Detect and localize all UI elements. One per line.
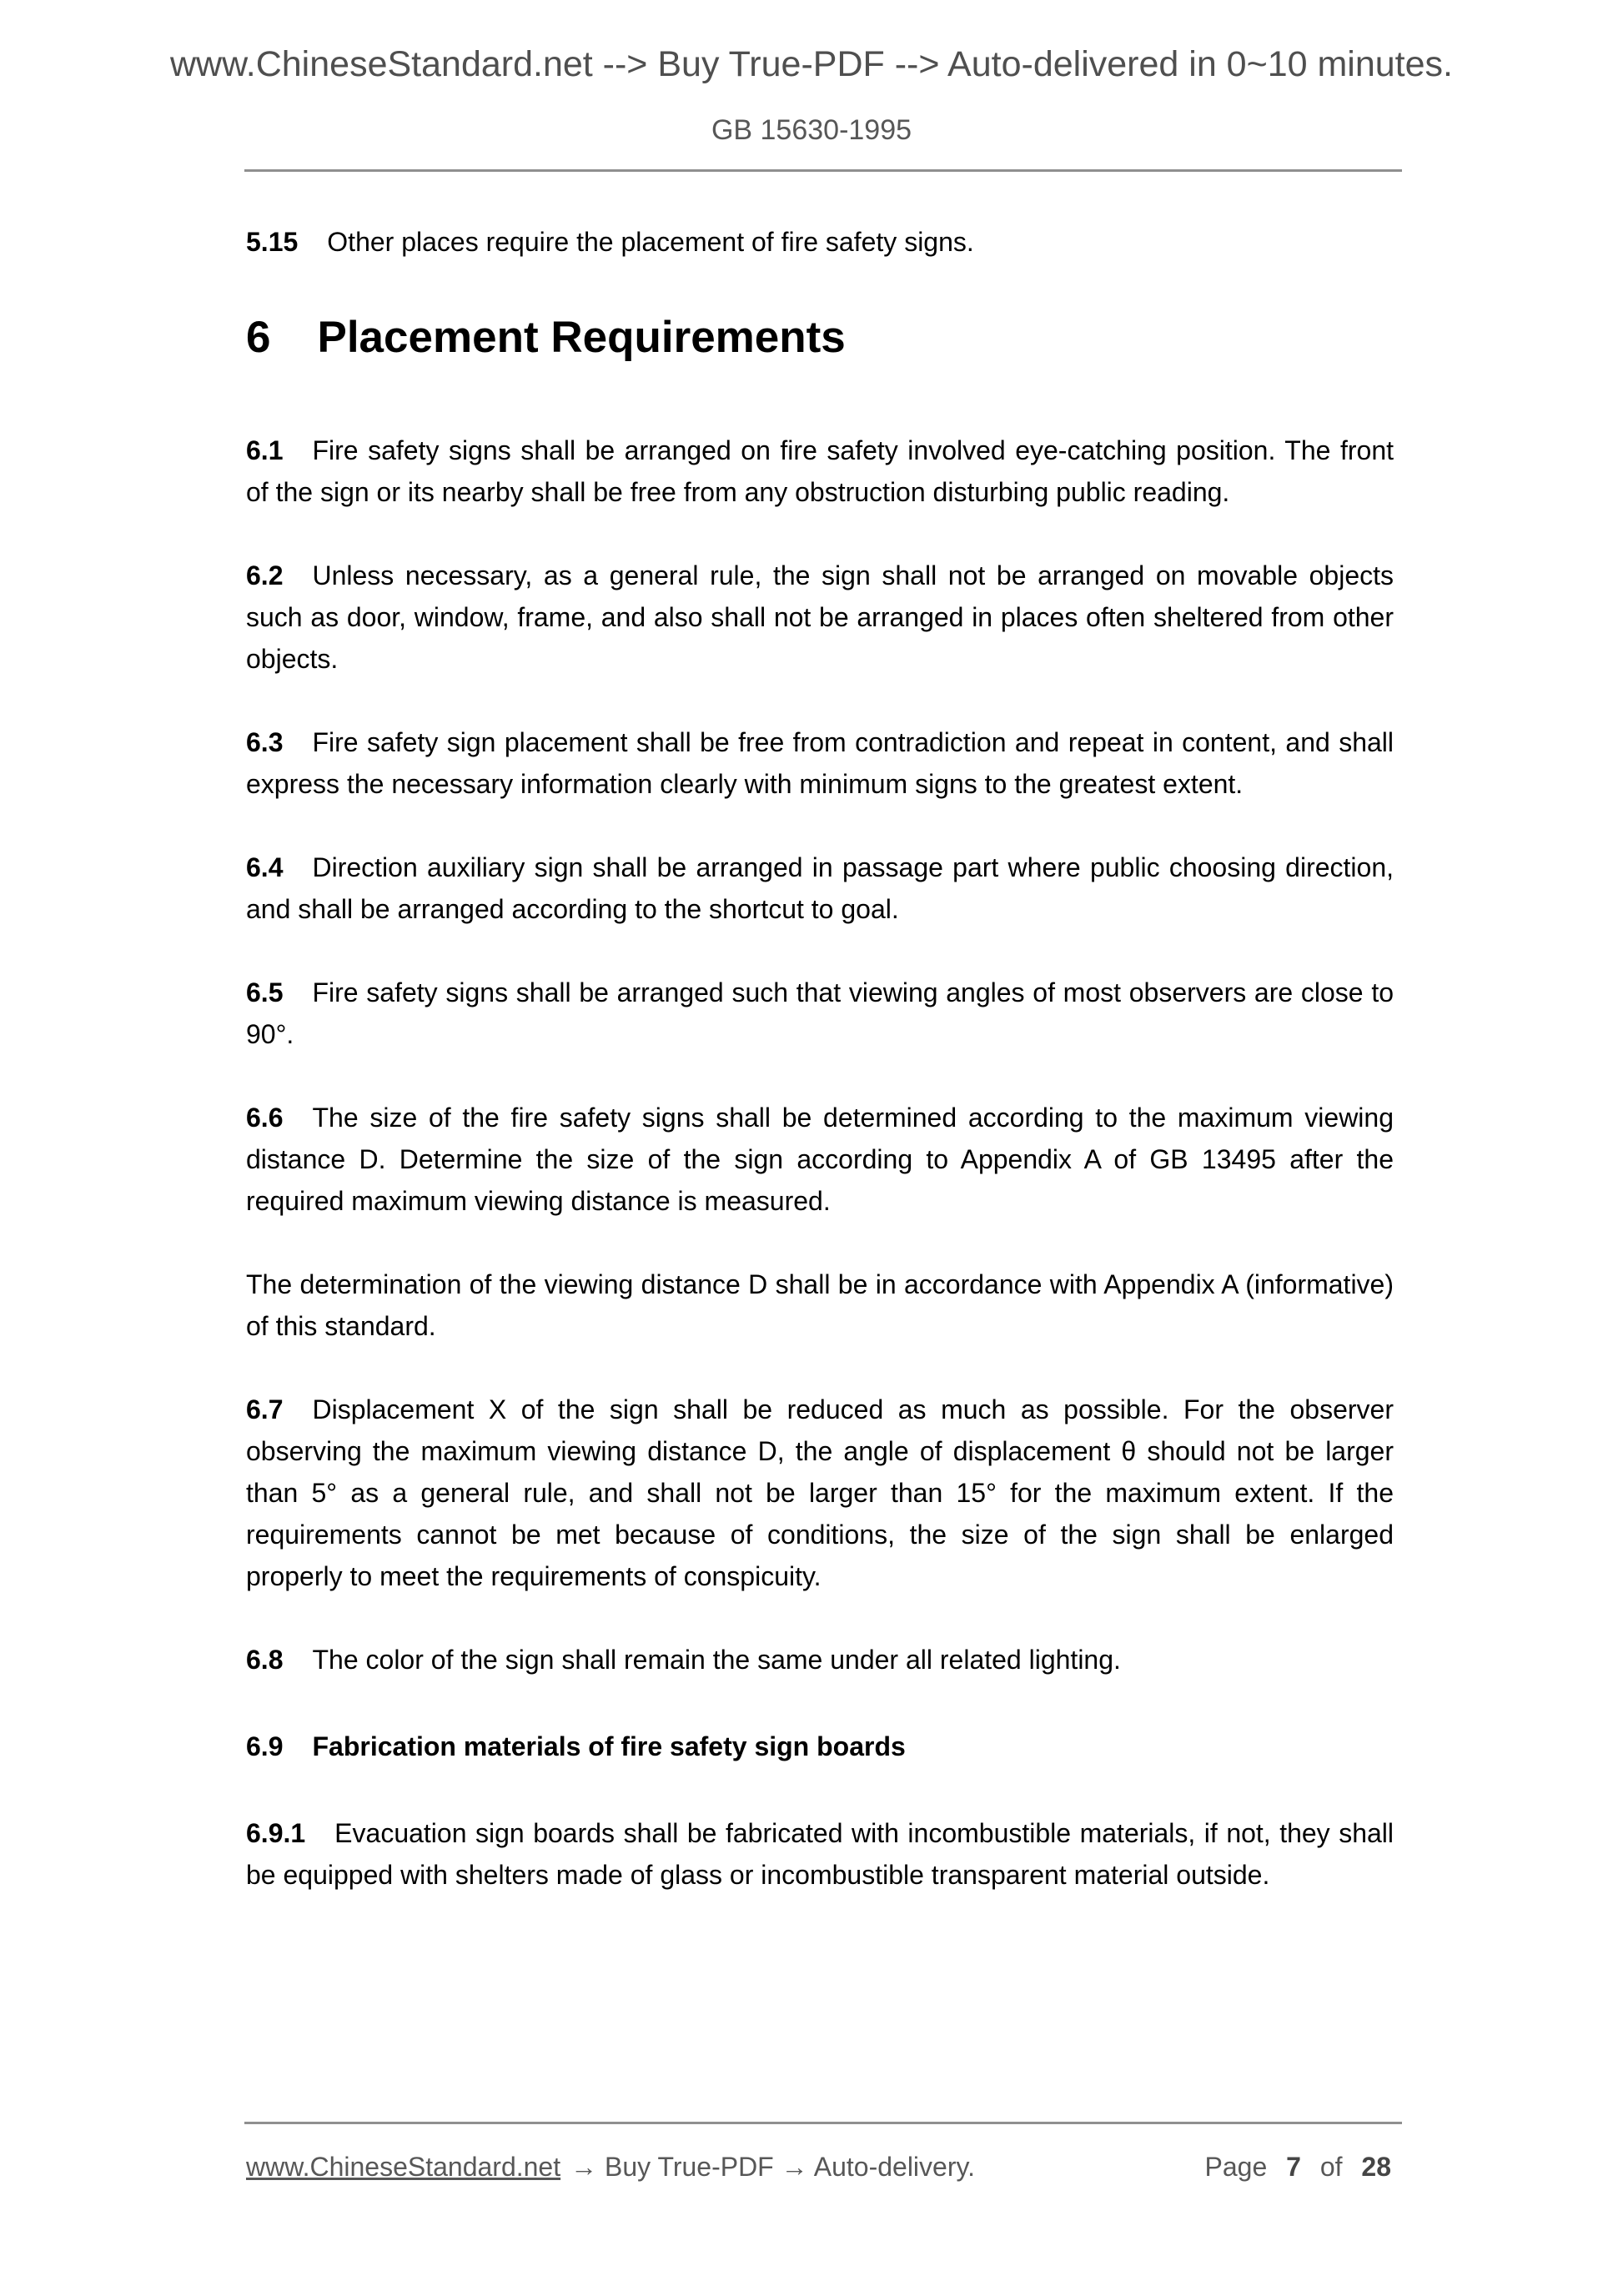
chapter-title: Placement Requirements	[317, 313, 846, 362]
page-current: 7	[1286, 2152, 1301, 2182]
section-number: 5.15	[246, 227, 299, 257]
footer	[246, 2147, 1391, 2187]
section-6-6	[246, 1097, 1394, 1222]
section-text: Unless necessary, as a general rule, the sign shall not be arranged on movable objects such as door, window, frame, and also shall not be arranged in places often sheltered from other objects.	[246, 560, 1394, 674]
section-number: 6.6	[246, 1103, 284, 1133]
section-text: Direction auxiliary sign shall be arranged in passage part where public choosing direction, and shall be arranged according to the shortcut to goal.	[246, 852, 1394, 924]
footer-left	[246, 2147, 975, 2187]
section-6-2	[246, 555, 1394, 680]
section-5-15	[246, 221, 1394, 263]
section-6-6-note	[246, 1264, 1394, 1347]
section-number: 6.9	[246, 1731, 284, 1761]
chapter-number: 6	[246, 313, 271, 362]
section-number: 6.8	[246, 1645, 284, 1675]
section-number: 6.4	[246, 852, 284, 882]
section-text: Other places require the placement of fire safety signs.	[327, 227, 974, 257]
section-6-8	[246, 1639, 1394, 1681]
section-text: Fire safety signs shall be arranged on fire safety involved eye-catching position. The front of the sign or its nearby shall be free from any obstruction disturbing public reading.	[246, 435, 1394, 507]
section-text: The determination of the viewing distance D shall be in accordance with Appendix A (informative) of this standard.	[246, 1269, 1394, 1341]
section-number: 6.1	[246, 435, 284, 465]
page-total: 28	[1361, 2152, 1391, 2182]
section-text: The color of the sign shall remain the same under all related lighting.	[312, 1645, 1121, 1675]
standard-number: GB 15630-1995	[711, 114, 912, 146]
footer-link[interactable]: www.ChineseStandard.net	[246, 2152, 561, 2182]
section-number: 6.3	[246, 727, 284, 757]
section-number: 6.2	[246, 560, 284, 590]
page-of-label: of	[1319, 2152, 1343, 2182]
footer-promo-text: → Buy True-PDF → Auto-delivery.	[570, 2152, 975, 2182]
section-6-5	[246, 972, 1394, 1055]
section-text: Fabrication materials of fire safety sign boards	[312, 1731, 906, 1761]
section-number: 6.7	[246, 1394, 284, 1424]
footer-rule	[244, 2122, 1402, 2124]
section-text: Fire safety signs shall be arranged such that viewing angles of most observers are close to 90°.	[246, 977, 1394, 1049]
section-number: 6.5	[246, 977, 284, 1007]
header-rule	[244, 169, 1402, 172]
chapter-heading	[246, 309, 1394, 367]
section-text: The size of the fire safety signs shall be determined according to the maximum viewing distance D. Determine the size of the sign according to Appendix A of GB 13495 after the required maximum viewing distance is measured.	[246, 1103, 1394, 1216]
section-text: Fire safety sign placement shall be free from contradiction and repeat in content, and shall express the necessary information clearly with minimum signs to the greatest extent.	[246, 727, 1394, 799]
section-6-4	[246, 847, 1394, 930]
document-content	[246, 221, 1394, 1937]
section-6-9	[246, 1726, 1394, 1767]
section-6-9-1	[246, 1812, 1394, 1896]
section-6-7	[246, 1389, 1394, 1597]
section-6-3	[246, 721, 1394, 805]
section-number: 6.9.1	[246, 1818, 306, 1848]
section-text: Displacement X of the sign shall be reduced as much as possible. For the observer observing the maximum viewing distance D, the angle of displacement θ should not be larger than 5° as a general rule, and shall not be larger than 15° for the maximum extent. If the requirements cannot be met because of conditions, the size of the sign shall be enlarged properly to meet the requirements of conspicuity.	[246, 1394, 1394, 1591]
section-6-1	[246, 430, 1394, 513]
header-promo-text: www.ChineseStandard.net --> Buy True-PDF --> Auto-delivered in 0~10 minutes.	[169, 44, 1453, 84]
page-indicator	[1205, 2147, 1391, 2187]
page-label: Page	[1204, 2152, 1268, 2182]
section-text: Evacuation sign boards shall be fabricated with incombustible materials, if not, they shall be equipped with shelters made of glass or incombustible transparent material outside.	[246, 1818, 1394, 1890]
